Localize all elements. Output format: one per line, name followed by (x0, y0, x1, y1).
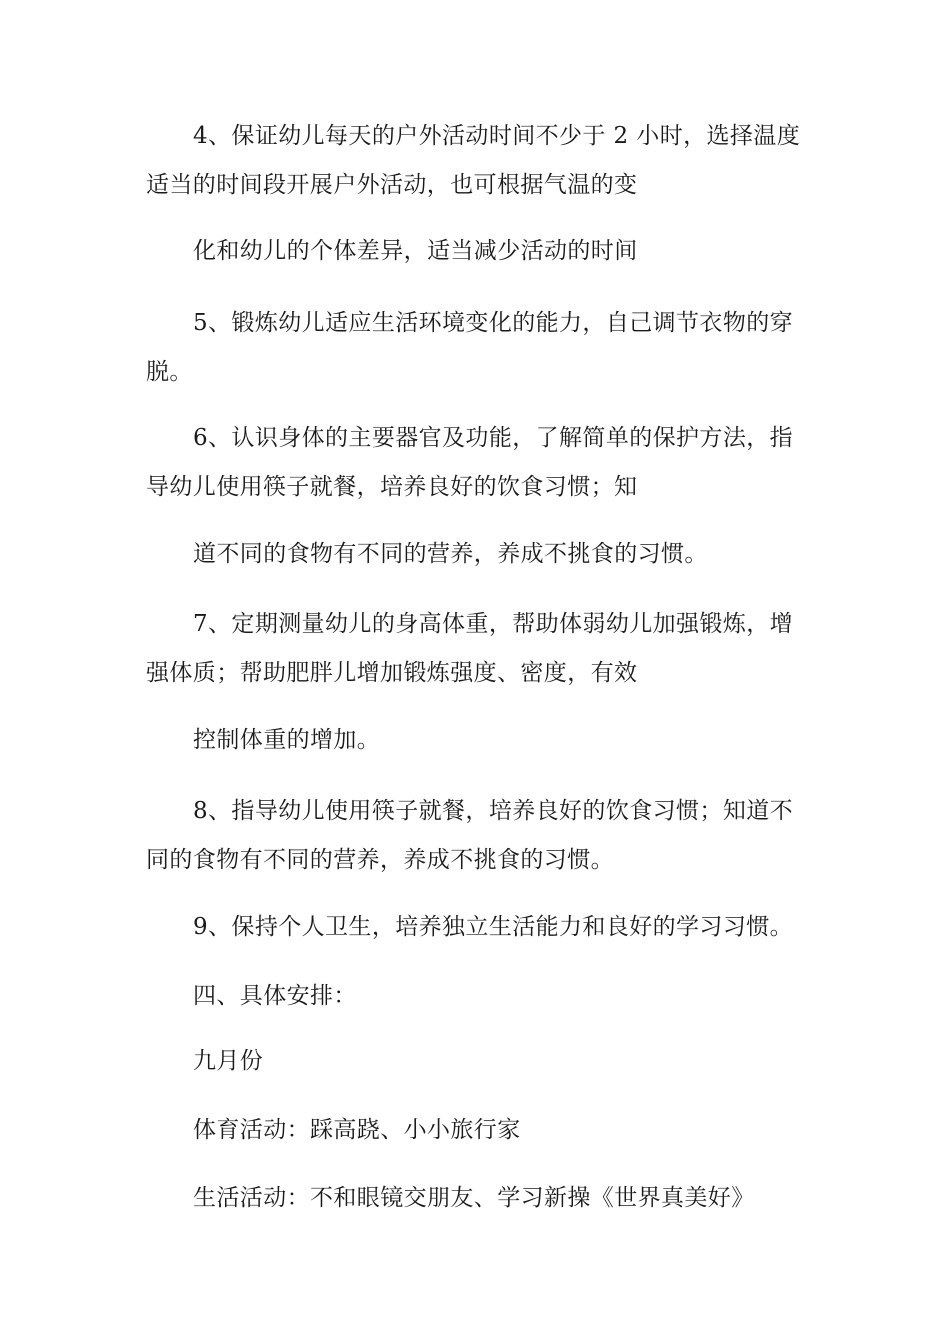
section-heading: 四、具体安排： (193, 983, 357, 1009)
paragraph-5-line-1: 5、锻炼幼儿适应生活环境变化的能力，自己调节衣物的穿 (193, 310, 794, 336)
paragraph-4-line-1: 4、保证幼儿每天的户外活动时间不少于 2 小时，选择温度 (193, 123, 801, 149)
paragraph-9: 9、保持个人卫生，培养独立生活能力和良好的学习习惯。 (193, 914, 794, 940)
paragraph-6-line-1: 6、认识身体的主要器官及功能，了解简单的保护方法，指 (193, 425, 794, 451)
paragraph-8-line-2: 同的食物有不同的营养，养成不挑食的习惯。 (146, 847, 614, 873)
paragraph-4-line-2: 适当的时间段开展户外活动，也可根据气温的变 (146, 172, 638, 198)
paragraph-7-line-3: 控制体重的增加。 (193, 727, 381, 753)
paragraph-7-line-1: 7、定期测量幼儿的身高体重，帮助体弱幼儿加强锻炼，增 (193, 611, 794, 637)
sports-activity: 体育活动：踩高跷、小小旅行家 (193, 1117, 521, 1143)
paragraph-4-line-3: 化和幼儿的个体差异，适当减少活动的时间 (193, 238, 638, 264)
daily-life-activity: 生活活动：不和眼镜交朋友、学习新操《世界真美好》 (193, 1185, 755, 1211)
paragraph-6-line-2: 导幼儿使用筷子就餐，培养良好的饮食习惯；知 (146, 474, 638, 500)
paragraph-7-line-2: 强体质；帮助肥胖儿增加锻炼强度、密度，有效 (146, 660, 638, 686)
month-heading: 九月份 (193, 1048, 264, 1074)
paragraph-5-line-2: 脱。 (146, 359, 193, 385)
paragraph-8-line-1: 8、指导幼儿使用筷子就餐，培养良好的饮食习惯；知道不 (193, 798, 794, 824)
paragraph-6-line-3: 道不同的食物有不同的营养，养成不挑食的习惯。 (193, 541, 708, 567)
